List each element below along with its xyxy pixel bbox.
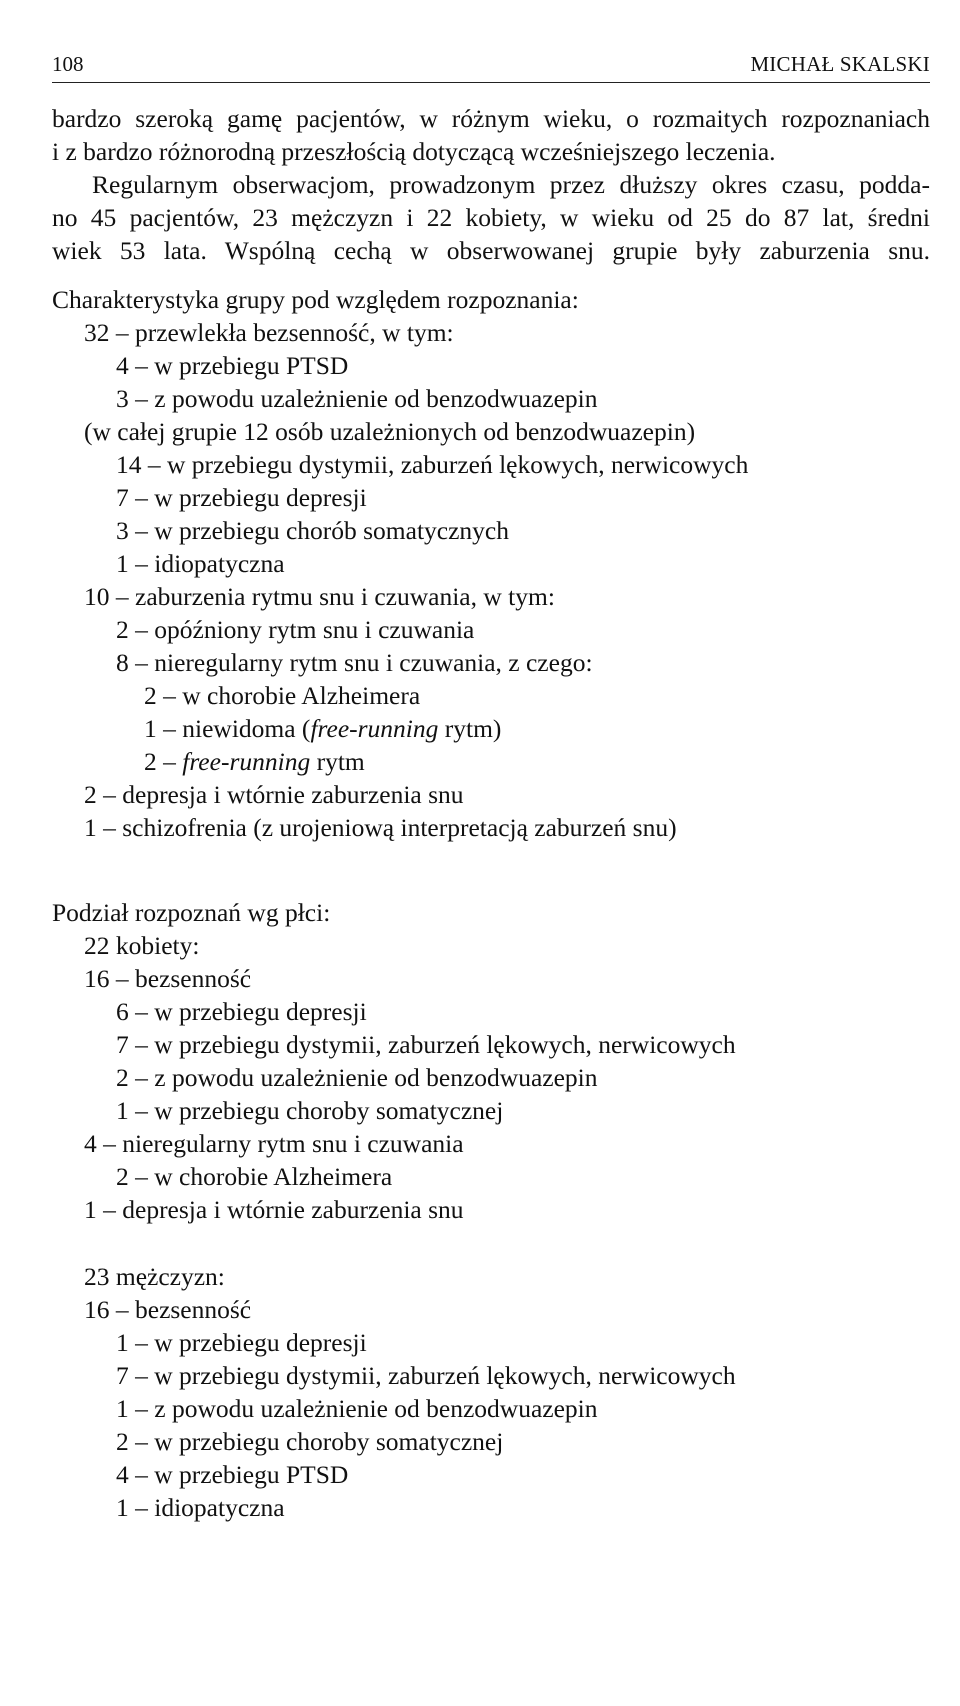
intro-line: Regularnym obserwacjom, prowadzonym przez dłuższy okres czasu, podda-	[92, 170, 930, 199]
list-item-text: rytm	[310, 747, 365, 776]
page-number: 108	[52, 52, 84, 76]
list-item: 3 – z powodu uzależnienie od benzodwuazepin	[116, 384, 598, 413]
list-item: 4 – w przebiegu PTSD	[116, 351, 349, 380]
list-item: 2 – w przebiegu choroby somatycznej	[116, 1427, 504, 1456]
sex-breakdown-heading: Podział rozpoznań wg płci:	[52, 898, 331, 927]
list-item: 1 – w przebiegu choroby somatycznej	[116, 1096, 504, 1125]
list-item: 2 – w chorobie Alzheimera	[144, 681, 421, 710]
list-item-italic-term: free-running	[182, 747, 311, 776]
list-item: 8 – nieregularny rytm snu i czuwania, z czego:	[116, 648, 593, 677]
list-item: 6 – w przebiegu depresji	[116, 997, 367, 1026]
intro-line: no 45 pacjentów, 23 mężczyzn i 22 kobiety, w wieku od 25 do 87 lat, średni	[52, 203, 930, 232]
diagnosis-list	[52, 316, 930, 844]
list-item: 7 – w przebiegu depresji	[116, 483, 367, 512]
intro-line: wiek 53 lata. Wspólną cechą w obserwowanej grupie były zaburzenia snu.	[52, 236, 930, 265]
women-list	[52, 929, 930, 1226]
intro-paragraph	[52, 102, 930, 267]
men-section	[52, 1260, 930, 1524]
list-item: 4 – nieregularny rytm snu i czuwania	[84, 1129, 464, 1158]
list-item: 1 – idiopatyczna	[116, 549, 285, 578]
list-item: 2 – opóźniony rytm snu i czuwania	[116, 615, 475, 644]
list-item: 3 – w przebiegu chorób somatycznych	[116, 516, 509, 545]
intro-line: bardzo szeroką gamę pacjentów, w różnym wieku, o rozmaitych rozpoznaniach	[52, 104, 930, 133]
men-list	[52, 1260, 930, 1524]
running-head-author: MICHAŁ SKALSKI	[750, 52, 930, 76]
list-item: 14 – w przebiegu dystymii, zaburzeń lękowych, nerwicowych	[116, 450, 749, 479]
running-header	[52, 52, 930, 84]
list-item: 2 – z powodu uzależnienie od benzodwuazepin	[116, 1063, 598, 1092]
intro-line: i z bardzo różnorodną przeszłością dotyczącą wcześniejszego leczenia.	[52, 137, 776, 166]
list-item: 1 – depresja i wtórnie zaburzenia snu	[84, 1195, 464, 1224]
sex-breakdown-section	[52, 896, 930, 1226]
list-item: 23 mężczyzn:	[84, 1262, 225, 1291]
list-item: 22 kobiety:	[84, 931, 200, 960]
list-item	[52, 712, 930, 745]
header-rule	[52, 82, 930, 83]
list-item: 4 – w przebiegu PTSD	[116, 1460, 349, 1489]
list-item: 2 – w chorobie Alzheimera	[116, 1162, 393, 1191]
list-item: 1 – z powodu uzależnienie od benzodwuazepin	[116, 1394, 598, 1423]
list-item: 1 – w przebiegu depresji	[116, 1328, 367, 1357]
diagnosis-section	[52, 283, 930, 844]
list-item: 16 – bezsenność	[84, 1295, 252, 1324]
list-item	[52, 745, 930, 778]
list-item: 7 – w przebiegu dystymii, zaburzeń lękowych, nerwicowych	[116, 1361, 736, 1390]
list-item: 7 – w przebiegu dystymii, zaburzeń lękowych, nerwicowych	[116, 1030, 736, 1059]
list-item: 2 – depresja i wtórnie zaburzenia snu	[84, 780, 464, 809]
list-item-text: rytm)	[438, 714, 502, 743]
list-item: 10 – zaburzenia rytmu snu i czuwania, w tym:	[84, 582, 555, 611]
list-item: 32 – przewlekła bezsenność, w tym:	[84, 318, 454, 347]
list-item-text: 2 –	[144, 747, 183, 776]
list-item: 1 – schizofrenia (z urojeniową interpretacją zaburzeń snu)	[84, 813, 677, 842]
list-item: 1 – idiopatyczna	[116, 1493, 285, 1522]
list-item-italic-term: free-running	[310, 714, 439, 743]
list-item: (w całej grupie 12 osób uzależnionych od benzodwuazepin)	[84, 417, 696, 446]
diagnosis-heading: Charakterystyka grupy pod względem rozpoznania:	[52, 285, 579, 314]
list-item-text: 1 – niewidoma (	[144, 714, 311, 743]
list-item: 16 – bezsenność	[84, 964, 252, 993]
